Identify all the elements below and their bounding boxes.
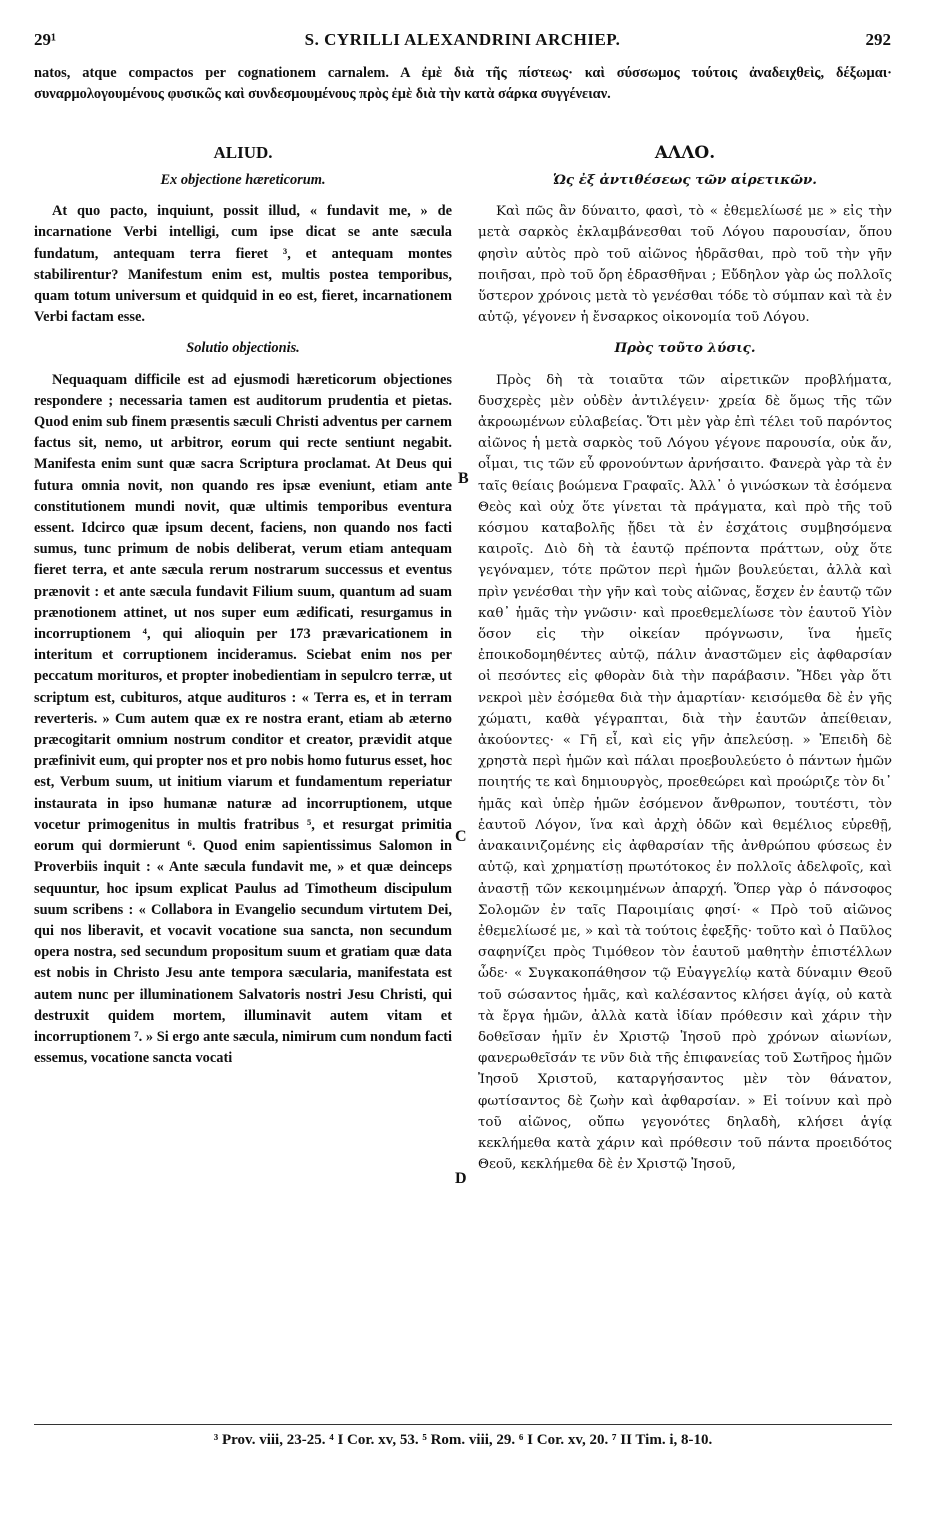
page-number-left: 29¹	[34, 30, 57, 49]
greek-solution-paragraph: Πρὸς δὴ τὰ τοιαῦτα τῶν αἱρετικῶν προβλήματα, δυσχερὲς μὲν οὐδὲν ἀντιλέγειν· χρεία δὲ ὅμως τῆς τῶν ἀκροωμένων εὐλαβείας. Ὅτι μὲν γὰρ ἐπὶ τέλει τοῦ παρόντος αἰῶνος ἡ μετὰ σαρκὸς τοῦ Λόγου γέγονε παρουσία, οὐκ ἄν, οἶμαι, τις τῶν εὖ φρονούντων ἀρνήσαιτο. Φανερὰ γὰρ τὰ ἐν ταῖς θείαις βοώμενα Γραφαῖς. Ἀλλ᾽ ὁ γινώσκων τὰ ἐσόμενα Θεὸς καὶ οὐχ ὅτε γίνεται τὰ πράγματα, καὶ πρὸ τῆς τοῦ κόσμου καταβολῆς ᾔδει τὰ ἐν ἐσχάτοις συμβησόμενα καιροῖς. Διὸ δὴ τὰ ἑαυτῷ πρέποντα πράττων, οὐχ ὅτε γεγόναμεν, τότε πρῶτον περὶ ἡμῶν βουλεύεται, ἀλλὰ καὶ πρὶν γενέσθαι τὴν γῆν καὶ τοὺς αἰῶνας, ἔσχεν ἐν ἑαυτῷ τῶν καθ᾽ ἡμᾶς τὴν γνῶσιν· καὶ προεθεμελίωσε τὸν ἑαυτοῦ Υἱὸν ὅσον εἰς τὴν οἰκείαν πρόγνωσιν, ἵνα ἡμεῖς ἐποικοδομηθέντες αὐτῷ, πάλιν ἀναστῶμεν εἰς ἀφθαρσίαν οἱ πεσόντες εἰς φθορὰν διὰ τὴν παράβασιν. Ἤδει γὰρ ὅτι νεκροὶ μὲν ἐσόμεθα διὰ τὴν ἁμαρτίαν· κεισόμεθα δὲ ἐν γῆς χώματι, καθὰ γέγραπται, διὰ τὴν ἑαυτῶν ἀπείθειαν, ἀκούοντες· « Γῆ εἶ, καὶ εἰς γῆν ἀπελεύσῃ. » Ἐπειδὴ δὲ χρηστὰ περὶ ἡμῶν καὶ πάλαι προεβουλεύετο ὁ πάντων ἡμῶν ποιητής τε καὶ δημιουργὸς, προεθεώρει καὶ προώριζε τὸν δι᾽ ἡμᾶς καὶ ὑπὲρ ἡμῶν ἐσόμενον ἄνθρωπον, τουτέστι, τὸν ἑαυτοῦ Λόγον, ἵνα καὶ ἀρχὴ ὁδῶν καὶ θεμέλιος εὑρεθῇ, ἀνακαινιζομένης εἰς ἀφθαρσίαν τῆς ἀνθρώπου φύσεως ἐν αὐτῷ, καὶ χρηματίσῃ πρωτότοκος ἐν πολλοῖς ἀδελφοῖς, καὶ ἀναστῇ τῶν κεκοιμημένων ἀπαρχή. Ὅπερ γὰρ ὁ πάνσοφος Σολομῶν ἐν ταῖς Παροιμίαις φησί· « Πρὸ τοῦ αἰῶνος ἐθεμελίωσέ με, » καὶ τὰ τούτοις ἐφεξῆς· τοῦτο καὶ ὁ Παῦλος σαφηνίζει πρὸς Τιμόθεον τὸν ἑαυτοῦ μαθητὴν ἐπιστέλλων ὧδε· « Συγκακοπάθησον τῷ Εὐαγγελίῳ κατὰ δύναμιν Θεοῦ τοῦ σώσαντος ἡμᾶς, καὶ καλέσαντος κλήσει ἁγίᾳ, οὐ κατὰ τὰ ἔργα ἡμῶν, ἀλλὰ κατὰ ἰδίαν πρόθεσιν καὶ χάριν τὴν δοθεῖσαν ἡμῖν ἐν Χριστῷ Ἰησοῦ πρὸ χρόνων αἰωνίων, φανερωθεῖσάν τε νῦν διὰ τῆς ἐπιφανείας τοῦ Σωτῆρος ἡμῶν Ἰησοῦ Χριστοῦ, καταργήσαντος μὲν τὸν θάνατον, φωτίσαντος δὲ ζωὴν καὶ ἀφθαρσίαν. » Εἰ τοίνυν καὶ πρὸ τοῦ αἰῶνος, οὔπω γεγονότες δηλαδὴ, κλήσει ἁγίᾳ κεκλήμεθα κατὰ χάριν καὶ πρόθεσιν τοῦ πάντα προειδότος Θεοῦ, κεκλήμεθα δὲ ἐν Χριστῷ Ἰησοῦ,	[478, 372, 892, 1173]
running-title: S. CYRILLI ALEXANDRINI ARCHIEP.	[304, 30, 621, 49]
latin-heading: ALIUD.	[213, 143, 273, 162]
greek-solution-heading: Πρὸς τοῦτο λύσις.	[614, 340, 756, 357]
intro-paragraph: natos, atque compactos per cognationem carnalem. A ἐμὲ διὰ τῆς πίστεως· καὶ σύσσωμος τούτοις ἀναδειχθεὶς, δέξωμαι· συναρμολογουμένους φυσικῶς καὶ συνδεσμουμένους πρὸς ἐμὲ διὰ τὴν κατὰ σάρκα συγγένειαν.	[34, 65, 892, 103]
footnotes: ³ Prov. viii, 23-25. ⁴ I Cor. xv, 53. ⁵ Rom. viii, 29. ⁶ I Cor. xv, 20. ⁷ II Tim. i, 8-10.	[213, 1432, 713, 1448]
latin-solution-heading: Solutio objectionis.	[186, 340, 300, 357]
margin-marker-d: D	[455, 1170, 467, 1187]
page-number-right: 292	[865, 30, 891, 49]
latin-subheading: Ex objectione hæreticorum.	[160, 172, 326, 188]
latin-solution-paragraph: Nequaquam difficile est ad ejusmodi hæreticorum objectiones respondere ; necessaria tamen est auditorum prudentia et pietas. Quod enim sub finem præsentis sæculi Christi adventus per carnem factus sit, nemo, ut arbitror, eorum qui recte sentiunt negabit. Manifesta enim sunt quæ sacra Scriptura proclamat. At Deus qui futura omnia novit, non quando res ipsæ eveniunt, etiam ante constitutionem mundi novit, quæ ultimis temporibus eventura essent. Idcirco quæ ipsum decent, faciens, non quando nos facti sumus, tunc primum de nobis deliberat, verum etiam antequam fieret terra, et ante sæcula rerum nostrarum successus et eventus prænovit : et ante sæcula fundavit Filium suum, quantum ad suam prænotionem attinet, ut nos super eum ædificati, resurgamus in incorruptionem ⁴, qui alioquin per 173 prævaricationem in interitum et corruptionem incideramus. Sciebat enim nos per peccatum morituros, et propter inobedientiam in sepulcro terræ, ut scriptum est, cubituros, atque audituros : « Terra es, et in terram reverteris. » Cum autem quæ ex re nostra erant, etiam ab æterno præcogitarit omnium nostrum conditor et creator, prævidit atque præfinivit eum, qui propter nos et pro nobis homo futurus esset, hoc est, Verbum suum, ut initium viarum et fundamentum reperiatur instaurata in ipso humanæ naturæ ad incorruptionem, utque vocetur primogenitus in multis fratribus ⁵, et resurgat primitia eorum qui dormierunt ⁶. Quod enim sapientissimus Salomon in Proverbiis inquit : « Ante sæcula fundavit me, » et quæ deinceps sequuntur, hoc ipsum explicat Paulus ad Timotheum discipulum suum scribens : « Collabora in Evangelio secundum virtutem Dei, qui nos liberavit, et vocavit vocatione sua sancta, non secundum opera nostra, sed secundum propositum suum et gratiam quæ data est nobis in Christo Jesu ante tempora sæcularia, manifestata est autem nunc per illuminationem Salvatoris nostri Jesu Christi, qui destruxit quidem mortem, illuminavit autem vitam et incorruptionem ⁷. » Si ergo ante sæcula, nimirum cum nondum facti essemus, vocatione sancta vocati	[34, 371, 452, 1067]
latin-column	[34, 142, 452, 1079]
footnote-rule	[34, 1424, 892, 1425]
greek-column	[478, 142, 892, 1185]
running-head	[34, 30, 891, 56]
latin-objection-paragraph: At quo pacto, inquiunt, possit illud, « fundavit me, » de incarnatione Verbi intelligi, cum ipse dicat se ante sæcula fundatum, antequam terra fieret ³, et antequam montes stabilirentur? Manifestum enim est, multis postea temporibus, quam totum universum et quidquid in eo est, fieret, incarnationem Verbi factam esse.	[34, 203, 452, 326]
margin-marker-c: C	[455, 828, 467, 845]
greek-subheading: Ὡς ἐξ ἀντιθέσεως τῶν αἱρετικῶν.	[553, 172, 817, 188]
margin-marker-b: B	[458, 470, 469, 487]
greek-heading: ΑΛΛΟ.	[654, 143, 716, 163]
greek-objection-paragraph: Καὶ πῶς ἂν δύναιτο, φασὶ, τὸ « ἐθεμελίωσέ με » εἰς τὴν μετὰ σαρκὸς ἐκλαμβάνεσθαι τοῦ Λόγου παρουσίαν, ὅπου φησὶν αὐτὸς πρὸ τοῦ αἰῶνος ἡδρᾶσθαι, πρὸ τοῦ τὴν γῆν ποιῆσαι, πρὸ τοῦ ὄρη ἑδρασθῆναι ; Εὔδηλον γὰρ ὡς πολλοῖς ὕστερον χρόνοις μετὰ τὸ γενέσθαι τόδε τὸ σύμπαν καὶ τὰ ἐν αὐτῷ, γέγονεν ἡ ἔνσαρκος οἰκονομία τοῦ Λόγου.	[478, 204, 892, 326]
